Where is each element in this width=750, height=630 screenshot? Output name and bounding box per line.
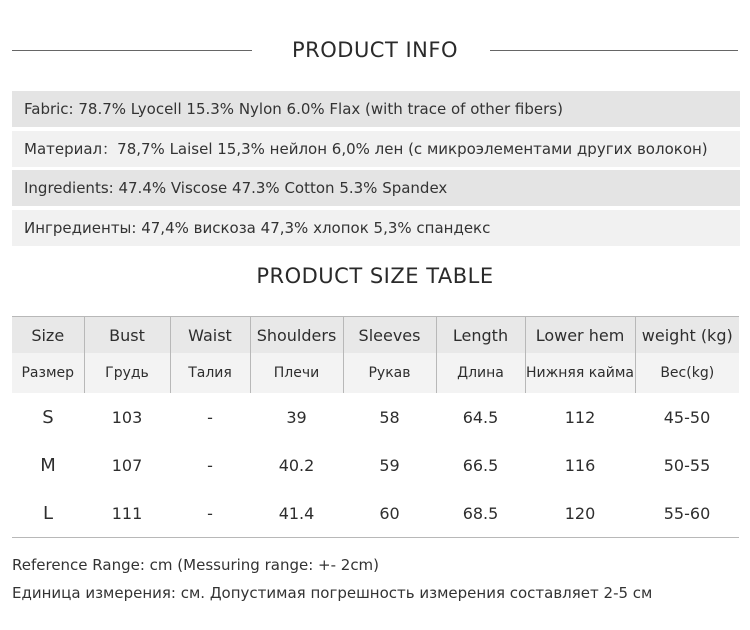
header-weight-ru: Вес(kg) xyxy=(635,353,739,393)
info-row-ingredients-ru: Ингредиенты: 47,4% вискоза 47,3% хлопок 5,3% спандекс xyxy=(12,210,740,246)
cell-sleeves: 60 xyxy=(343,489,436,538)
reference-range-note-ru: Единица измерения: см. Допустимая погрешность измерения составляет 2-5 см xyxy=(12,584,653,602)
cell-size: S xyxy=(42,406,54,428)
cell-waist: - xyxy=(170,489,250,538)
header-shoulders: Shoulders xyxy=(250,317,343,354)
header-size-ru: Размер xyxy=(12,353,84,393)
cell-weight: 45-50 xyxy=(663,407,711,427)
header-waist: Waist xyxy=(170,317,250,354)
cell-shoulders: 41.4 xyxy=(250,489,343,538)
reference-range-note: Reference Range: cm (Messuring range: +- 2cm) xyxy=(12,556,380,574)
header-sleeves-ru: Рукав xyxy=(343,353,436,393)
size-table xyxy=(12,316,739,538)
cell-bust: 103 xyxy=(111,407,143,427)
cell-bust: 111 xyxy=(84,489,170,538)
cell-bust: 107 xyxy=(111,455,143,475)
info-row-fabric: Fabric: 78.7% Lyocell 15.3% Nylon 6.0% Flax (with trace of other fibers) xyxy=(12,91,740,127)
header-length-ru: Длина xyxy=(436,353,525,393)
header-size: Size xyxy=(12,317,84,354)
cell-lower-hem: 116 xyxy=(564,455,596,475)
header-shoulders-ru: Плечи xyxy=(250,353,343,393)
cell-lower-hem: 120 xyxy=(525,489,635,538)
cell-sleeves: 58 xyxy=(379,407,400,427)
cell-shoulders: 40.2 xyxy=(278,455,315,475)
cell-length: 64.5 xyxy=(462,407,499,427)
header-lower-hem: Lower hem xyxy=(525,317,635,354)
header-waist-ru: Талия xyxy=(170,353,250,393)
table-row xyxy=(12,489,739,538)
header-sleeves: Sleeves xyxy=(343,317,436,354)
cell-length: 68.5 xyxy=(436,489,525,538)
info-row-ingredients: Ingredients: 47.4% Viscose 47.3% Cotton 5.3% Spandex xyxy=(12,170,740,206)
cell-weight: 50-55 xyxy=(663,455,711,475)
header-weight: weight (kg) xyxy=(635,317,739,354)
header-row-ru xyxy=(12,353,739,393)
header-lower-hem-ru: Нижняя кайма xyxy=(525,353,635,393)
info-row-material-ru: Материал：78,7% Laisel 15,3% нейлон 6,0% лен (с микроэлементами других волокон) xyxy=(12,131,740,167)
header-bust-ru: Грудь xyxy=(84,353,170,393)
cell-size: M xyxy=(40,454,56,476)
cell-length: 66.5 xyxy=(462,455,499,475)
cell-waist: - xyxy=(207,407,213,427)
cell-weight: 55-60 xyxy=(635,489,739,538)
cell-shoulders: 39 xyxy=(286,407,307,427)
header-length: Length xyxy=(436,317,525,354)
header-bust: Bust xyxy=(84,317,170,354)
table-row xyxy=(12,441,739,489)
product-info-title: PRODUCT INFO xyxy=(291,38,458,62)
size-table-title: PRODUCT SIZE TABLE xyxy=(256,264,494,288)
title-rule-right xyxy=(490,50,738,51)
cell-size: L xyxy=(12,489,84,538)
cell-lower-hem: 112 xyxy=(564,407,596,427)
table-row xyxy=(12,393,739,441)
cell-waist: - xyxy=(207,455,213,475)
header-row-en xyxy=(12,317,739,354)
cell-sleeves: 59 xyxy=(379,455,400,475)
